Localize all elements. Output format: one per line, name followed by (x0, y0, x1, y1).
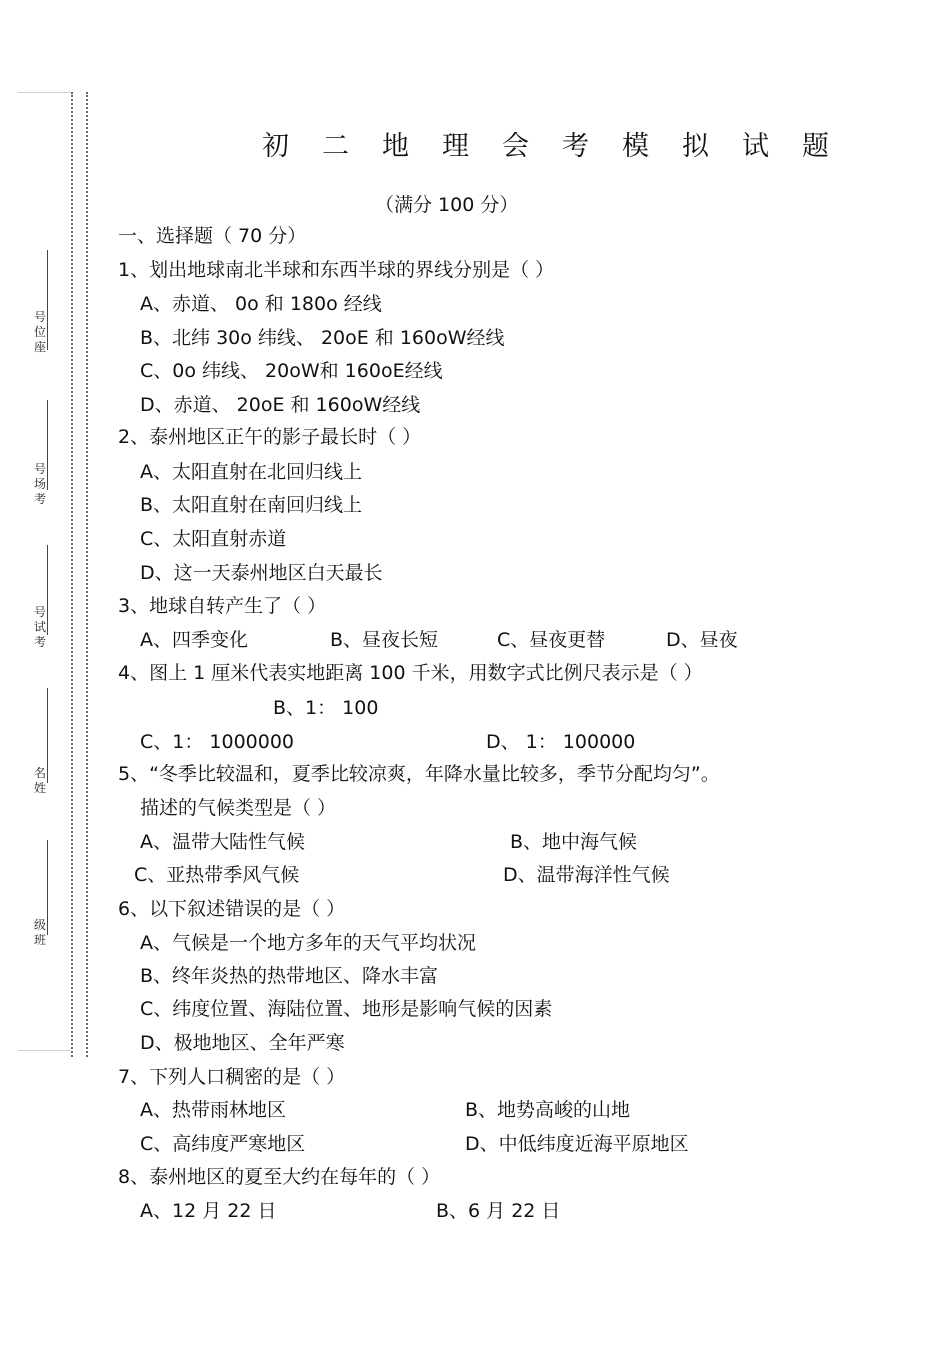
margin-bottom-rule (18, 1050, 70, 1051)
question-6-option-b: B、终年炎热的热带地区、降水丰富 (140, 965, 439, 987)
question-5-option-c: C、亚热带季风气候 (134, 864, 300, 886)
margin-top-rule (18, 92, 70, 93)
question-7-option-a: A、热带雨林地区 (140, 1099, 286, 1121)
question-1-option-a: A、赤道、 0o 和 180o 经线 (140, 293, 382, 315)
question-1-option-b: B、北纬 30o 纬线、 20oE 和 160oW经线 (140, 327, 505, 349)
margin-dotted-line-2 (86, 92, 88, 1057)
question-5-continuation: 描述的气候类型是（ ） (140, 797, 337, 819)
question-3-option-c: C、昼夜更替 (497, 629, 606, 651)
question-7: 7、下列人口稠密的是（ ） (118, 1066, 346, 1088)
question-5-option-d: D、温带海洋性气候 (503, 864, 670, 886)
question-2-option-d: D、这一天泰州地区白天最长 (140, 562, 383, 584)
score-note: （满分 100 分） (375, 194, 519, 216)
name-label: 名姓 (33, 766, 46, 795)
question-1-option-d: D、赤道、 20oE 和 160oW经线 (140, 394, 421, 416)
question-3-option-d: D、昼夜 (666, 629, 738, 651)
question-3-option-b: B、昼夜长短 (330, 629, 439, 651)
question-6: 6、以下叙述错误的是（ ） (118, 898, 346, 920)
exam-number-label: 号试考 (33, 605, 46, 649)
question-6-option-a: A、气候是一个地方多年的天气平均状况 (140, 932, 476, 954)
question-3-option-a: A、四季变化 (140, 629, 248, 651)
question-4: 4、图上 1 厘米代表实地距离 100 千米，用数字式比例尺表示是（ ） (118, 662, 703, 684)
question-2: 2、泰州地区正午的影子最长时（ ） (118, 426, 422, 448)
question-6-option-c: C、纬度位置、海陆位置、地形是影响气候的因素 (140, 998, 553, 1020)
question-2-option-c: C、太阳直射赤道 (140, 528, 287, 550)
question-1-option-c: C、0o 纬线、 20oW和 160oE经线 (140, 360, 443, 382)
question-8: 8、泰州地区的夏至大约在每年的（ ） (118, 1166, 441, 1188)
question-7-option-c: C、高纬度严寒地区 (140, 1133, 306, 1155)
margin-dotted-line-1 (71, 92, 73, 1057)
question-8-option-b: B、6 月 22 日 (436, 1200, 561, 1222)
question-8-option-a: A、12 月 22 日 (140, 1200, 277, 1222)
exam-room-label: 号场考 (33, 462, 46, 506)
question-4-option-c: C、1： 1000000 (140, 731, 295, 753)
question-2-option-a: A、太阳直射在北回归线上 (140, 461, 362, 483)
question-4-option-d: D、 1： 100000 (486, 731, 636, 753)
question-4-option-b: B、1： 100 (273, 697, 379, 719)
seat-number-label: 号位座 (33, 310, 46, 354)
class-label: 级班 (33, 918, 46, 947)
question-5-option-a: A、温带大陆性气候 (140, 831, 305, 853)
question-6-option-d: D、极地地区、全年严寒 (140, 1032, 345, 1054)
page-title: 初二地理会考模拟试题 (262, 131, 862, 162)
question-3: 3、地球自转产生了（ ） (118, 595, 327, 617)
section-heading: 一、选择题（ 70 分） (118, 225, 307, 247)
question-2-option-b: B、太阳直射在南回归线上 (140, 494, 363, 516)
question-5-option-b: B、地中海气候 (510, 831, 638, 853)
question-5: 5、“冬季比较温和，夏季比较凉爽，年降水量比较多，季节分配均匀”。 (118, 763, 720, 785)
question-7-option-b: B、地势高峻的山地 (465, 1099, 631, 1121)
question-7-option-d: D、中低纬度近海平原地区 (465, 1133, 689, 1155)
question-1: 1、划出地球南北半球和东西半球的界线分别是（ ） (118, 259, 555, 281)
